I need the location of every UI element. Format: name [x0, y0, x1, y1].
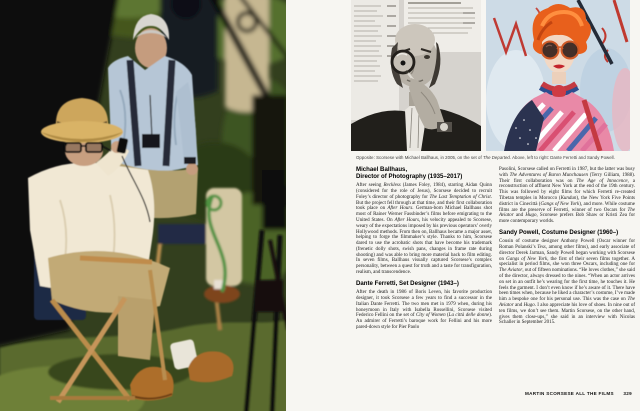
column-left — [356, 167, 492, 335]
photo-caption: Opposite: Scorsese with Michael Ballhaus, in 2005, on the set of The Departed. Above, left to right: Dante Ferretti and Sandy Powell. — [356, 155, 615, 160]
ferretti-heading: Dante Ferretti, Set Designer (1943–) — [356, 279, 459, 287]
article-columns — [356, 167, 635, 335]
ferretti-paragraph-part1: After the death in 1986 of Boris Leven, his favorite production designer, it took Scorsese a few years to find a successor in the Italian Dante Ferretti. The two men met in 1979 when, during his honeymoon in Italy with Isabella Rossellini, Scorsese visited Federico Fellini on the set of City of Women (La città delle donne). An admirer of Ferretti’s baroque work for Fellini and his more pared-down style for Pier Paolo — [356, 290, 492, 330]
page-footer — [356, 391, 632, 396]
ferretti-paragraph-part2: Pasolini, Scorsese called on Ferretti in 1987, but the latter was busy with The Adventures of Baron Munchausen (Terry Gilliam, 1988). Their first collaboration was on The Age of Innocence, a reconstruction of affluent New York at the end of the 19th century. This was followed by eight films for which Ferretti re-created Tibetan temples in Morocco (Kundun), the New York Five Points district in Cinecittà (Gangs of New York), and more. While costume films are the preserve of Ferretti, winner of two Oscars for The Aviator and Hugo, Scorsese prefers Bob Shaw or Kristi Zea for more contemporary worlds. — [499, 167, 636, 225]
ballhaus-paragraph: After seeing Reckless (James Foley, 1984), starring Aidan Quinn (considered for the role of Jesus), Scorsese decided to recruit Foley’s director of photography for The Last Temptation of Christ. But the project fell through at that time, and their first collaboration took place on After Hours. German-born Michael Ballhaus shot most of Rainer Werner Fassbinder’s films before emigrating to the United States. On After Hours, his velocity appealed to Scorsese, weary of the expectations imposed by his previous operators’ overly Hollywood methods. From then on, Ballhaus became a major asset, helping to forge the filmmaker’s style. Thanks to him, Scorsese dared to use the acrobatic shots that have become his trademark (frenetic dolly shots, swish pans, changes in frame rate during shooting) and was able to bring more material back to film editing. In seven films, Ballhaus visually captured Scorsese’s complex personality, between a quest for truth and a taste for transfiguration, realism, and transcendence. — [356, 183, 493, 276]
powell-portrait-illustration — [486, 0, 630, 151]
ferretti-portrait-illustration — [351, 0, 481, 151]
portrait-sandy-powell — [486, 0, 630, 151]
column-right — [499, 167, 635, 335]
set-photo-illustration — [0, 0, 286, 411]
set-photo-scorsese-ballhaus — [0, 0, 286, 411]
powell-paragraph: Cousin of costume designer Anthony Powell (Oscar winner for Roman Polanski’s Tess, among other films), and early associate of director Derek Jarman, Sandy Powell began working with Scorsese on Gangs of New York, the first of their seven films together. A specialist in period films, she won three Oscars, including one for The Aviator, out of fifteen nominations. “He loves clothes,” she said of the director, always dressed to the nines. “When an actor arrives on set in an outfit he’s wearing for the first time, he touches it. He feels the garment. I don’t even know if he’s aware of it. There have been times when, because he liked a character’s costume, I’ve made him a bespoke one for his personal use. This was the case on The Aviator and Hugo. I also appreciate his love of shoes. In nine out of ten films, we don’t see them. Martin Scorsese, on the other hand, gives them close-ups,” she said in an interview with Nicolas Schaller in September 2015. — [499, 239, 635, 326]
ballhaus-heading: Michael Ballhaus, Director of Photography (1935–2017) — [356, 166, 463, 180]
powell-heading: Sandy Powell, Costume Designer (1960–) — [499, 228, 619, 236]
book-title: MARTIN SCORSESE ALL THE FILMS — [525, 391, 614, 396]
page-number: 329 — [623, 391, 632, 396]
portrait-dante-ferretti — [351, 0, 481, 151]
